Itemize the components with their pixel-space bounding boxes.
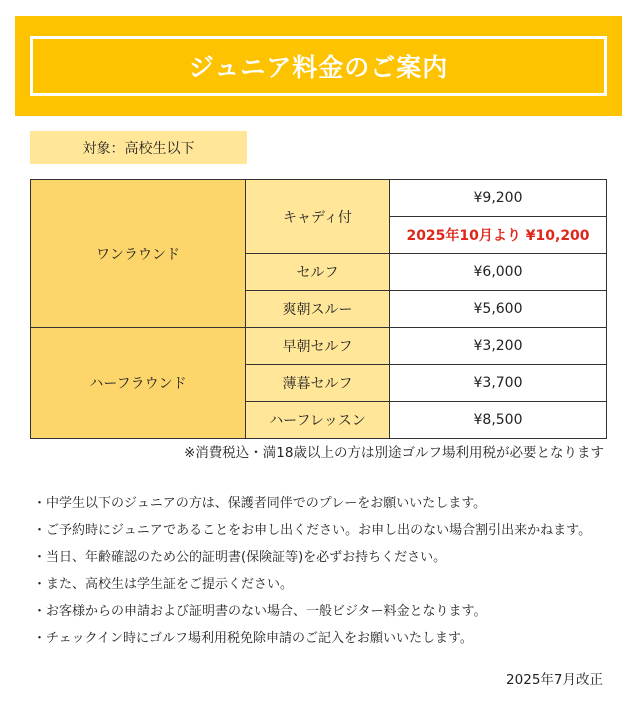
price-half-lesson: ¥8,500 [390,402,607,439]
page-title: ジュニア料金のご案内 [188,53,449,82]
notes-list [33,490,591,652]
price-caddie-new [390,217,607,254]
category-one-round: ワンラウンド [31,180,246,328]
plan-half-lesson: ハーフレッスン [246,402,390,439]
price-early-self: ¥3,200 [390,328,607,365]
list-item: ・中学生以下のジュニアの方は、保護者同伴でのプレーをお願いいたします。 [33,496,487,511]
table-row [31,328,607,365]
table-row [31,180,607,217]
price-dusk-self: ¥3,700 [390,365,607,402]
tax-note: ※消費税込・満18歳以上の方は別途ゴルフ場利用税が必要となります [184,445,604,461]
plan-dusk-self: 薄暮セルフ [246,365,390,402]
price-morning-through: ¥5,600 [390,291,607,328]
list-item: ・ご予約時にジュニアであることをお申し出ください。お申し出のない場合割引出来かねます。 [33,523,592,538]
list-item: ・当日、年齢確認のため公的証明書(保険証等)を必ずお持ちください。 [33,550,447,565]
title-frame [30,36,607,96]
revision-date: 2025年7月改正 [506,672,603,688]
category-half-round: ハーフラウンド [31,328,246,439]
list-item: ・また、高校生は学生証をご提示ください。 [33,577,294,592]
price-self: ¥6,000 [390,254,607,291]
price-change-note: 2025年10月より ¥10,200 [406,228,590,244]
title-banner [15,16,622,116]
plan-caddie: キャディ付 [246,180,390,254]
list-item: ・チェックイン時にゴルフ場利用税免除申請のご記入をお願いいたします。 [33,631,473,646]
list-item: ・お客様からの申請および証明書のない場合、一般ビジター料金となります。 [33,604,487,619]
price-caddie: ¥9,200 [390,180,607,217]
target-label: 対象：高校生以下 [30,131,247,164]
plan-self: セルフ [246,254,390,291]
price-table [30,179,607,439]
plan-morning-through: 爽朝スルー [246,291,390,328]
plan-early-self: 早朝セルフ [246,328,390,365]
